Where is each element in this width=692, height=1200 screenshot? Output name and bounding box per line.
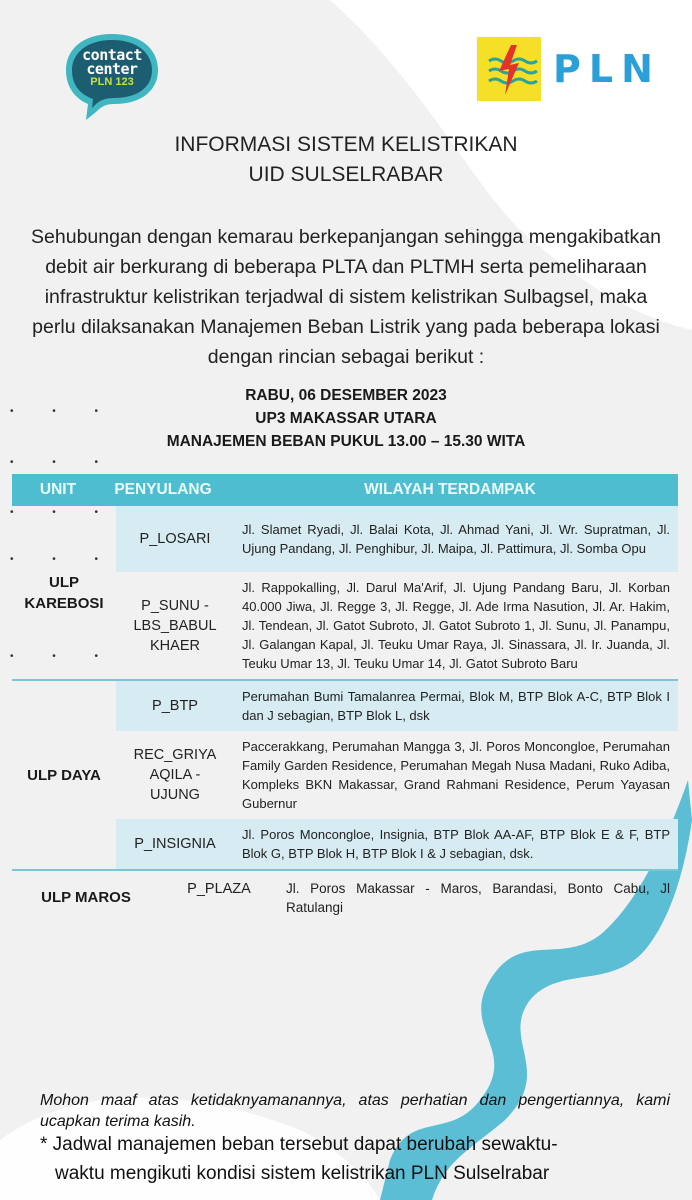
feeder-cell: P_LOSARI — [139, 531, 211, 547]
schedule-time: MANAJEMEN BEBAN PUKUL 13.00 – 15.30 WITA — [166, 433, 526, 450]
area-cell: Perumahan Bumi Tamalanrea Permai, Blok M, BTP Blok A-C, BTP Blok I dan J sebagian, BTP Blok L, dsk — [242, 689, 670, 723]
table-row — [160, 871, 678, 923]
lightning-wave-icon — [477, 37, 541, 101]
note-line-1: * Jadwal manajemen beban tersebut dapat berubah sewaktu- — [40, 1134, 558, 1155]
feeder-cell: P_INSIGNIA — [134, 836, 216, 852]
contact-center-logo — [62, 30, 162, 122]
header-feeder: PENYULANG — [114, 481, 212, 498]
table-row — [116, 506, 678, 572]
contact-center-number: PLN 123 — [90, 76, 134, 88]
decor-dots: • • • — [10, 406, 117, 417]
decor-dots: • • • — [10, 554, 117, 565]
header-unit: UNIT — [39, 481, 77, 498]
affected-areas-table — [12, 474, 678, 923]
feeder-cell: P_SUNU - LBS_BABUL KHAER — [133, 597, 217, 654]
pln-wordmark: PLN — [553, 47, 661, 91]
note-line-2: waktu mengikuti kondisi sistem kelistrikan PLN Sulselrabar — [55, 1163, 550, 1184]
feeder-cell: P_BTP — [152, 698, 198, 714]
area-cell: Jl. Slamet Ryadi, Jl. Balai Kota, Jl. Ahmad Yani, Jl. Wr. Supratman, Jl. Ujung Pandang, Jl. Penghibur, Jl. Maipa, Jl. Pattimura, Jl. Somba Opu — [242, 522, 670, 556]
header-area: WILAYAH TERDAMPAK — [364, 481, 536, 498]
unit-group-karebosi — [12, 506, 678, 681]
area-cell: Paccerakkang, Perumahan Mangga 3, Jl. Poros Moncongloe, Perumahan Family Garden Residence, Perumahan Megah Nusa Madani, Ruko Adiba, Kompleks BKN Makassar, Grand Rahmani Residence, Perum Yayasan Gubernur — [242, 739, 670, 811]
schedule-info — [0, 384, 692, 453]
feeder-cell: P_PLAZA — [187, 881, 251, 897]
table-header — [12, 474, 678, 506]
unit-group-daya — [12, 681, 678, 871]
schedule-unit: UP3 MAKASSAR UTARA — [255, 410, 437, 427]
unit-group-maros — [12, 871, 678, 923]
pln-logo — [477, 36, 661, 102]
decor-dots: • • • — [10, 457, 117, 468]
table-row — [116, 572, 678, 679]
unit-cell: ULP DAYA — [27, 766, 101, 784]
title-line-1: INFORMASI SISTEM KELISTRIKAN — [174, 133, 518, 156]
area-cell: Jl. Rappokalling, Jl. Darul Ma'Arif, Jl. Ujung Pandang Baru, Jl. Korban 40.000 Jiwa, Jl. Regge 3, Jl. Regge, Jl. Ade Irma Nasution, Jl. Ar. Hakim, Jl. Tendean, Jl. Gatot Subroto, Jl. Gatot Subroto 1, Jl. Sunu, Jl. Panampu, Jl. Galangan Kapal, Jl. Teuku Umar Raya, Jl. Sinassara, Jl. Ir. Juanda, Jl. Teuku Umar 13, Jl. Teuku Umar 14, Jl. Gatot Subroto Baru — [242, 580, 670, 671]
table-row — [116, 681, 678, 731]
intro-paragraph: Sehubungan dengan kemarau berkepanjangan sehingga mengakibatkan debit air berkurang di beberapa PLTA dan PLTMH serta pemeliharaan infrastruktur kelistrikan terjadwal di sistem kelistrikan Sulbagsel, maka perlu dilaksanakan Manajemen Beban Listrik yang pada beberapa lokasi dengan rincian sebagai berikut : — [31, 226, 661, 368]
title-line-2: UID SULSELRABAR — [248, 163, 444, 186]
unit-cell: ULP MAROS — [41, 888, 131, 906]
page-title — [0, 130, 692, 190]
contact-center-line1: contact — [82, 46, 142, 64]
contact-center-line2: center — [86, 60, 138, 78]
unit-cell: ULP KAREBOSI — [24, 573, 104, 612]
schedule-change-note — [40, 1130, 680, 1188]
decor-dots: • • • — [10, 507, 117, 518]
apology-note: Mohon maaf atas ketidaknyamanannya, atas perhatian dan pengertiannya, kami ucapkan terima kasih. — [40, 1092, 670, 1130]
table-row — [116, 819, 678, 869]
area-cell: Jl. Poros Moncongloe, Insignia, BTP Blok AA-AF, BTP Blok E & F, BTP Blok G, BTP Blok H, BTP Blok I & J sebagian, dsk. — [242, 827, 670, 861]
decor-dots: • • • — [10, 651, 117, 662]
schedule-date: RABU, 06 DESEMBER 2023 — [245, 387, 447, 404]
feeder-cell: REC_GRIYA AQILA - UJUNG — [133, 747, 217, 803]
table-row — [116, 731, 678, 819]
area-cell: Jl. Poros Makassar - Maros, Barandasi, Bonto Cabu, Jl Ratulangi — [286, 881, 670, 915]
